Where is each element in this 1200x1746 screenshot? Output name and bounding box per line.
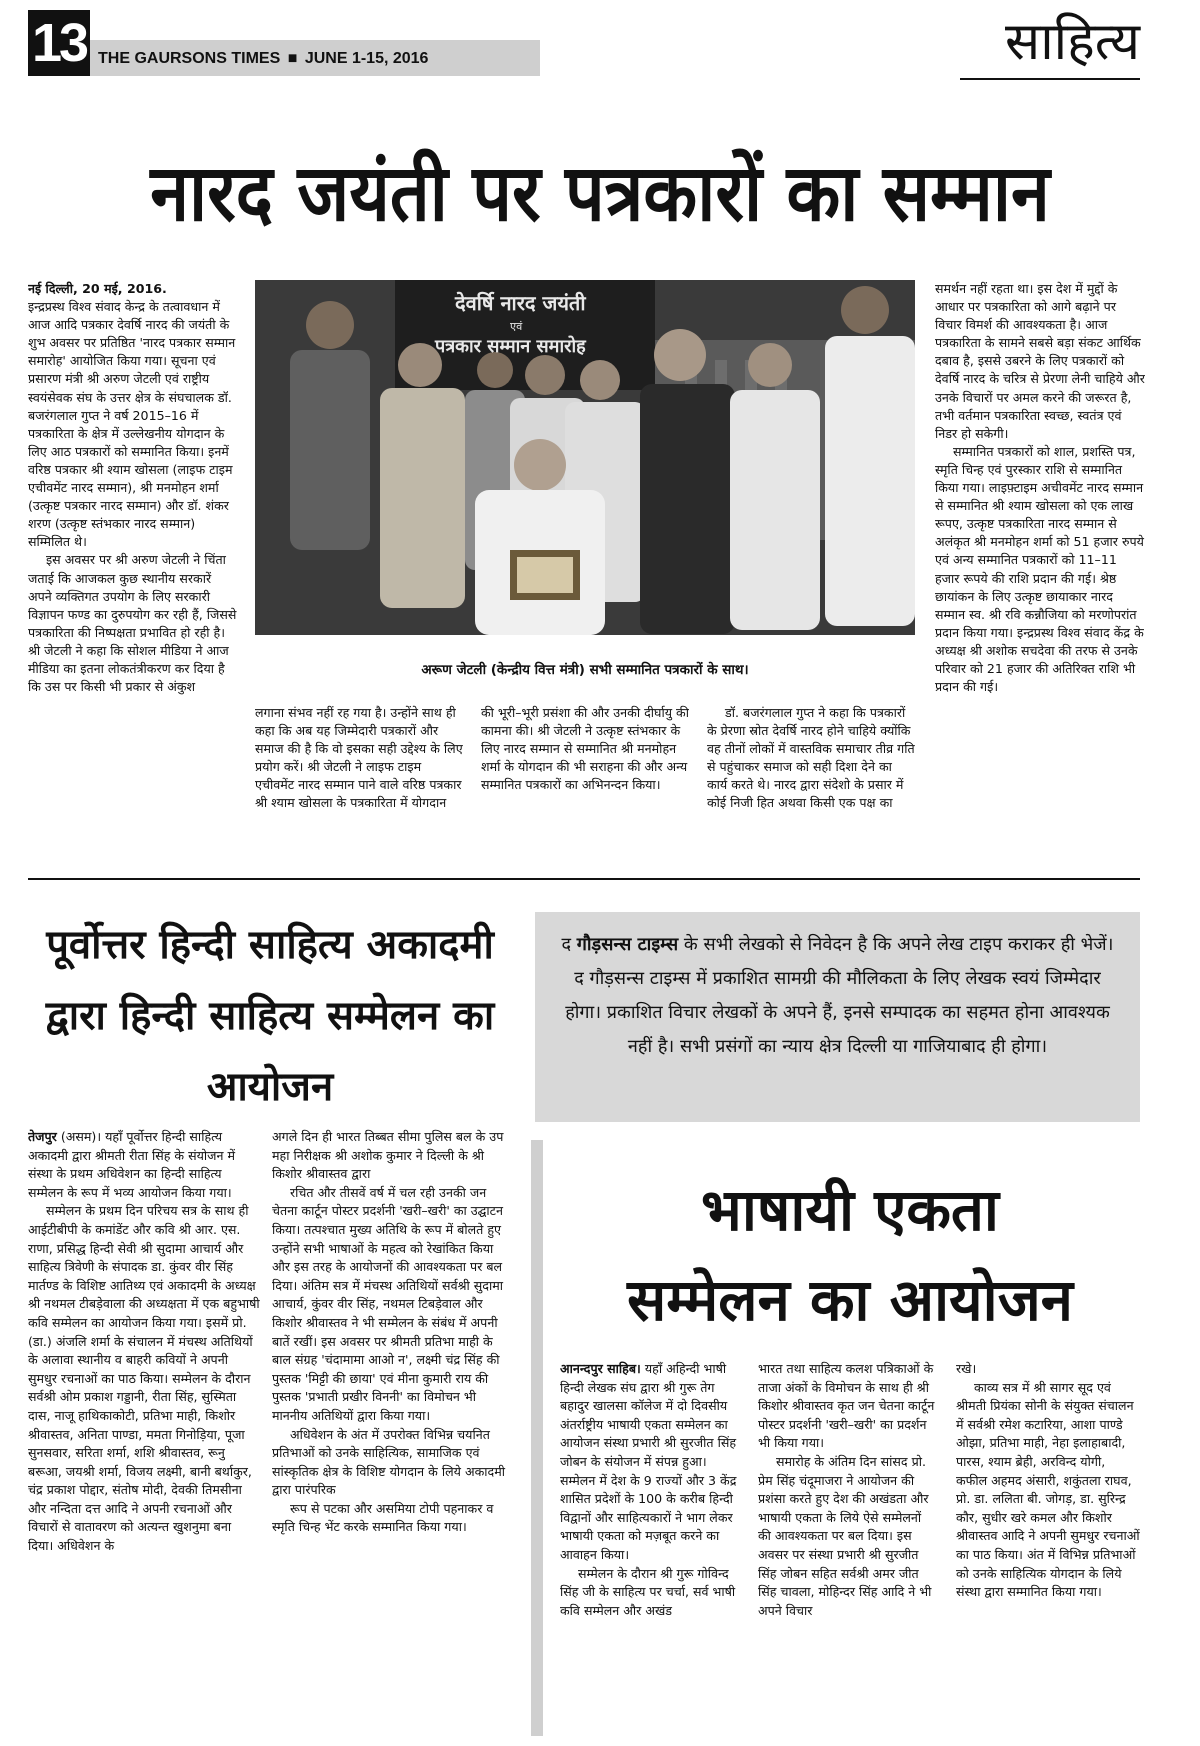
- article2-dateline: तेजपुर: [28, 1129, 57, 1144]
- article1-paragraph: समर्थन नहीं रहता था। इस देश में मुद्दों के आधार पर पत्रकारिता को आगे बढ़ाने पर विचार विमर्श की आवश्यकता है। आज पत्रकारिता के सामने सबसे बड़ा संकट आर्थिक दबाव है, इससे उबरने के लिए पत्रकारों को देवर्षि नारद के चरित्र से प्रेरणा लेनी चाहिये और उनके विचारों पर अमल करने की जरूरत है, तभी वर्तमान पत्रकारिता स्वच्छ, स्वतंत्र एवं निडर हो सकेगी।: [935, 281, 1145, 441]
- article3-column-1: [560, 1360, 740, 1738]
- event-photo: [255, 280, 915, 635]
- article1-paragraph: इस अवसर पर श्री अरुण जेटली ने चिंता जताई कि आजकल कुछ स्थानीय सरकारें अपने व्यक्तिगत उपयोग के लिए सरकारी विज्ञापन फण्ड का दुरुपयोग कर रही हैं, जिससे पत्रकारिता की निष्पक्षता प्रभावित हो रही है। श्री जेटली ने कहा कि सोशल मीडिया ने आज मीडिया का इतना लोकतंत्रीकरण कर दिया है कि उस पर किसी भी प्रकार से अंकुश: [28, 552, 237, 695]
- article1-column-4: [707, 704, 915, 864]
- notice-prefix: द: [561, 934, 577, 955]
- section-divider: [28, 878, 1140, 880]
- article1-column-3: [481, 704, 689, 864]
- section-title: साहित्य: [1005, 12, 1140, 72]
- article3-headline-line1: भाषायी एकता: [701, 1176, 999, 1244]
- notice-body: के सभी लेखको से निवेदन है कि अपने लेख टाइप कराकर ही भेजें। द गौड़सन्स टाइम्स में प्रकाशित सामग्री की मौलिकता के लिए लेखक स्वयं जिम्मेदार होगा। प्रकाशित विचार लेखकों के अपने हैं, इनसे सम्पादक का सहमत होना आवश्यक नहीं है। सभी प्रसंगों का न्याय क्षेत्र दिल्ली या गाजियाबाद ही होगा।: [565, 934, 1114, 1057]
- article2-paragraph: सम्मेलन के प्रथम दिन परिचय सत्र के साथ ही आईटीबीपी के कमांडेंट और कवि श्री आर. एस. राणा, प्रसिद्ध हिन्दी सेवी श्री सुदामा आचार्य और साहित्य त्रिवेणी के संपादक डा. कुंवर वीर सिंह मार्तण्ड के विशिष्ट आतिथ्य एवं अकादमी के अध्यक्ष श्री नथमल टीबड़ेवाला की अध्यक्षता में एक बहुभाषी कवि सम्मेलन का आयोजन किया गया। इसमें प्रो. (डा.) अंजलि शर्मा के संचालन में मंचस्थ अतिथियों के अलावा स्थानीय व बाहरी कवियों ने अपनी सुमधुर रचनाओं का पाठ किया। सम्मेलन के दौरान सर्वश्री ओम प्रकाश गड्डानी, रीता सिंह, सुस्मिता दास, नाजू हाथिकाकोटी, प्रतिभा माही, किशोर श्रीवास्तव, अनिता पाण्डा, ममता गिनोड़िया, पूजा सुनसवार, सरिता शर्मा, शशि श्रीवास्तव, रूनु बरूआ, जयश्री शर्मा, विजय लक्ष्मी, बानी बर्थाकुर, चंद्र प्रकाश पोद्दार, संतोष मोदी, देवकी तिमसीना और नन्दिता दत्त आदि ने अपनी रचनाओं और विचारों से वातावरण को अत्यन्त खुशनुमा बना दिया। अधिवेशन के: [28, 1203, 260, 1554]
- article1-headline: नारद जयंती पर पत्रकारों का सम्मान: [150, 147, 1050, 239]
- article2-column-2: [272, 1128, 510, 1728]
- article1-column-5: [935, 280, 1145, 865]
- page-number: 13: [28, 10, 90, 76]
- article1-paragraph: डॉ. बजरंगलाल गुप्त ने कहा कि पत्रकारों के प्रेरणा स्रोत देवर्षि नारद होने चाहिये क्योंकि वह तीनों लोकों में वास्तविक समाचार तीव्र गति से पहुंचाकर समाज को सही दिशा देने का कार्य करते थे। नारद द्वारा संदेशो के प्रसार में कोई निजी हित अथवा किसी एक पक्ष का: [707, 705, 915, 811]
- notice-text: [555, 928, 1120, 1064]
- article2-paragraph: अगले दिन ही भारत तिब्बत सीमा पुलिस बल के उप महा निरीक्षक श्री अशोक कुमार ने दिल्ली के श्री किशोर श्रीवास्तव द्वारा: [272, 1129, 504, 1182]
- article2-column-1: [28, 1128, 260, 1728]
- article3-column-2: [758, 1360, 938, 1738]
- article1-column-1: [28, 280, 238, 865]
- photo-caption: अरूण जेटली (केन्द्रीय वित्त मंत्री) सभी सम्मानित पत्रकारों के साथ।: [421, 662, 749, 678]
- square-bullet-icon: ■: [287, 50, 298, 67]
- article3-dateline: आनन्दपुर साहिब।: [560, 1361, 641, 1376]
- photo-banner-line1: देवर्षि नारद जयंती: [455, 291, 586, 315]
- article3-paragraph: समारोह के अंतिम दिन सांसद प्रो. प्रेम सिंह चंदूमाजरा ने आयोजन की प्रशंसा करते हुए देश की अखंडता और भाषायी एकता के लिये ऐसे सम्मेलनों की आवश्यकता पर बल दिया। इस अवसर पर संस्था प्रभारी श्री सुरजीत सिंह जोबन सहित सर्वश्री अमर जीत सिंह चावला, मोहिन्दर सिंह आदि ने भी अपने विचार: [758, 1453, 932, 1618]
- article2-paragraph: रचित और तीसवें वर्ष में चल रही उनकी जन चेतना कार्टून पोस्टर प्रदर्शनी 'खरी–खरी' का उद्घाटन किया। तत्पश्चात मुख्य अतिथि के रूप में बोलते हुए उन्होंने सभी भाषाओं के महत्व को रेखांकित किया और इस तरह के आयोजनों की आवश्यकता पर बल दिया। अंतिम सत्र में मंचस्थ अतिथियों सर्वश्री सुदामा आचार्य, कुंवर वीर सिंह, नथमल टिबड़ेवाल और किशोर श्रीवास्तव ने भी सम्मेलन के संबंध में अपनी बातें रखीं। इस अवसर पर श्रीमती प्रतिभा माही के बाल संग्रह 'चंदामामा आओ न', लक्ष्मी चंद्र सिंह की पुस्तक 'मिट्टी की छाया' एवं मीना कुमारी राय की पुस्तक 'प्रभाती प्रखीर विननी' का विमोचन भी माननीय अतिथियों द्वारा किया गया।: [272, 1184, 504, 1423]
- article3-paragraph: सम्मेलन के दौरान श्री गुरू गोविन्द सिंह जी के साहित्य पर चर्चा, सर्व भाषी कवि सम्मेलन और अखंड: [560, 1565, 736, 1618]
- notice-publication: गौड़सन्स टाइम्स: [576, 934, 679, 955]
- article3-column-3: [956, 1360, 1140, 1738]
- article1-dateline: नई दिल्ली, 20 मई, 2016.: [28, 281, 167, 296]
- article2-paragraph: रूप से पटका और असमिया टोपी पहनाकर व स्मृति चिन्ह भेंट करके सम्मानित किया गया।: [272, 1500, 494, 1535]
- photo-banner-line2: एवं: [510, 320, 523, 333]
- article3-side-bar: [531, 1140, 543, 1736]
- article1-paragraph: सम्मानित पत्रकारों को शाल, प्रशस्ति पत्र, स्मृति चिन्ह एवं पुरस्कार राशि से सम्मानित किया गया। लाइफ़्टाइम अचीवमेंट नारद सम्मान से सम्मानित श्री श्याम खोसला को एक लाख रूपए, उत्कृष्ट पत्रकारिता नारद सम्मान से अलंकृत श्री मनमोहन शर्मा को 51 हजार रुपये एवं अन्य सम्मानित पत्रकारों को 11–11 हजार रूपये की राशि प्रदान की गई। श्रेष्ठ छायांकन के लिए उत्कृष्ट छायाकार नारद सम्मान स्व. श्री रवि कन्नौजिया को मरणोपरांत प्रदान किया गया। इन्द्रप्रस्थ विश्व संवाद केंद्र के अध्यक्ष श्री अशोक सचदेवा की तरफ से उनके परिवार को 21 हजार की अतिरिक्त राशि भी प्रदान की गई।: [935, 443, 1144, 695]
- article3-paragraph: काव्य सत्र में श्री सागर सूद एवं श्रीमती प्रियंका सोनी के संयुक्त संचालन में सर्वश्री रमेश कटारिया, आशा पाण्डे ओझा, प्रतिभा माही, नेहा इलाहाबादी, पारस, श्याम ब्रेही, अरविन्द योगी, कफील अहमद अंसारी, शकुंतला राघव, प्रो. डा. ललिता बी. जोगड़, डा. सुरिन्द्र कौर, सुधीर खरे कमल और किशोर श्रीवास्तव आदि ने अपनी सुमधुर रचनाओं का पाठ किया। अंत में विभिन्न प्रतिभाओं को उनके साहित्यिक योगदान के लिये संस्था द्वारा सम्मानित किया गया।: [956, 1379, 1140, 1600]
- article1-paragraph: इन्द्रप्रस्थ विश्व संवाद केन्द्र के तत्वावधान में आज आदि पत्रकार देवर्षि नारद की जयंती के शुभ अवसर पर प्रतिष्ठित 'नारद पत्रकार सम्मान समारोह' आयोजित किया गया। सूचना एवं प्रसारण मंत्री श्री अरुण जेटली एवं राष्ट्रीय स्वयंसेवक संघ के उत्तर क्षेत्र के संघचालक डॉ. बजरंगलाल गुप्त ने वर्ष 2015–16 में पत्रकारिता के क्षेत्र में उल्लेखनीय योगदान के लिए आठ पत्रकारों को सम्मानित किया। इनमें वरिष्ठ पत्रकार श्री श्याम खोसला (लाइफ टाइम एचीवमेंट नारद सम्मान), श्री मनमोहन शर्मा (उत्कृष्ट पत्रकार नारद सम्मान) और डॉ. शंकर शरण (उत्कृष्ट स्तंभकार नारद सम्मान) सम्मिलित थे।: [28, 299, 236, 550]
- article3-headline-line2: सम्मेलन का आयोजन: [627, 1266, 1073, 1334]
- article3-paragraph: [560, 1360, 740, 1565]
- article3-paragraph: रखे।: [956, 1361, 977, 1376]
- article3-paragraph: भारत तथा साहित्य कलश पत्रिकाओं के ताजा अंकों के विमोचन के साथ ही श्री किशोर श्रीवास्तव कृत जन चेतना कार्टून पोस्टर प्रदर्शनी 'खरी–खरी' का प्रदर्शन भी किया गया।: [758, 1361, 935, 1451]
- issue-date: JUNE 1-15, 2016: [304, 50, 429, 67]
- masthead-publication: [98, 50, 428, 68]
- article2-paragraph: अधिवेशन के अंत में उपरोक्त विभिन्न चयनित प्रतिभाओं को उनके साहित्यिक, सामाजिक एवं सांस्कृतिक क्षेत्र के विशिष्ट योगदान के लिये अकादमी द्वारा पारंपरिक: [272, 1426, 505, 1498]
- event-photo-image: [255, 280, 915, 635]
- article1-column-2: [255, 704, 463, 864]
- article1-paragraph: लगाना संभव नहीं रह गया है। उन्होंने साथ ही कहा कि अब यह जिम्मेदारी पत्रकारों और समाज की है कि वो इसका सही उद्देश्य के लिए प्रयोग करें। श्री जेटली ने लाइफ टाइम एचीवमेंट नारद सम्मान पाने वाले वरिष्ठ पत्रकार श्री श्याम खोसला के पत्रकारिता में योगदान: [255, 705, 463, 811]
- publication-name: THE GAURSONS TIMES: [98, 50, 281, 67]
- article3-headline: [560, 1165, 1140, 1345]
- article3-text: यहाँ अहिन्दी भाषी हिन्दी लेखक संघ द्वारा श्री गुरू तेग बहादुर खालसा कॉलेज में दो दिवसीय अंतर्राष्ट्रीय भाषायी एकता सम्मेलन का आयोजन संस्था प्रभारी श्री सुरजीत सिंह जोबन के संयोजन में संपन्न हुआ। सम्मेलन में देश के 9 राज्यों और 3 केंद्र शासित प्रदेशों के 100 के करीब हिन्दी विद्वानों और साहित्यकारों ने भाग लेकर भाषायी एकता को मज़बूत करने का आवाहन किया।: [560, 1361, 737, 1562]
- article2-text: (असम)। यहाँ पूर्वोत्तर हिन्दी साहित्य अकादमी द्वारा श्रीमती रीता सिंह के संयोजन में संस्था के प्रथम अधिवेशन का हिन्दी साहित्य सम्मेलन के रूप में भव्य आयोजन किया गया।: [28, 1129, 236, 1200]
- article1-paragraph: की भूरी–भूरी प्रसंशा की और उनकी दीर्घायु की कामना की। श्री जेटली ने उत्कृष्ट स्तंभकार के लिए नारद सम्मान से सम्मानित श्री मनमोहन शर्मा के योगदान की भी सराहना की और अन्य सम्मानित पत्रकारों का अभिनन्दन किया।: [481, 705, 689, 793]
- section-underline: [960, 78, 1140, 80]
- photo-banner-line3: पत्रकार सम्मान समारोह: [435, 336, 586, 357]
- article2-paragraph: [28, 1128, 260, 1202]
- article2-headline: पूर्वोत्तर हिन्दी साहित्य अकादमी द्वारा हिन्दी साहित्य सम्मेलन का आयोजन: [45, 922, 495, 1110]
